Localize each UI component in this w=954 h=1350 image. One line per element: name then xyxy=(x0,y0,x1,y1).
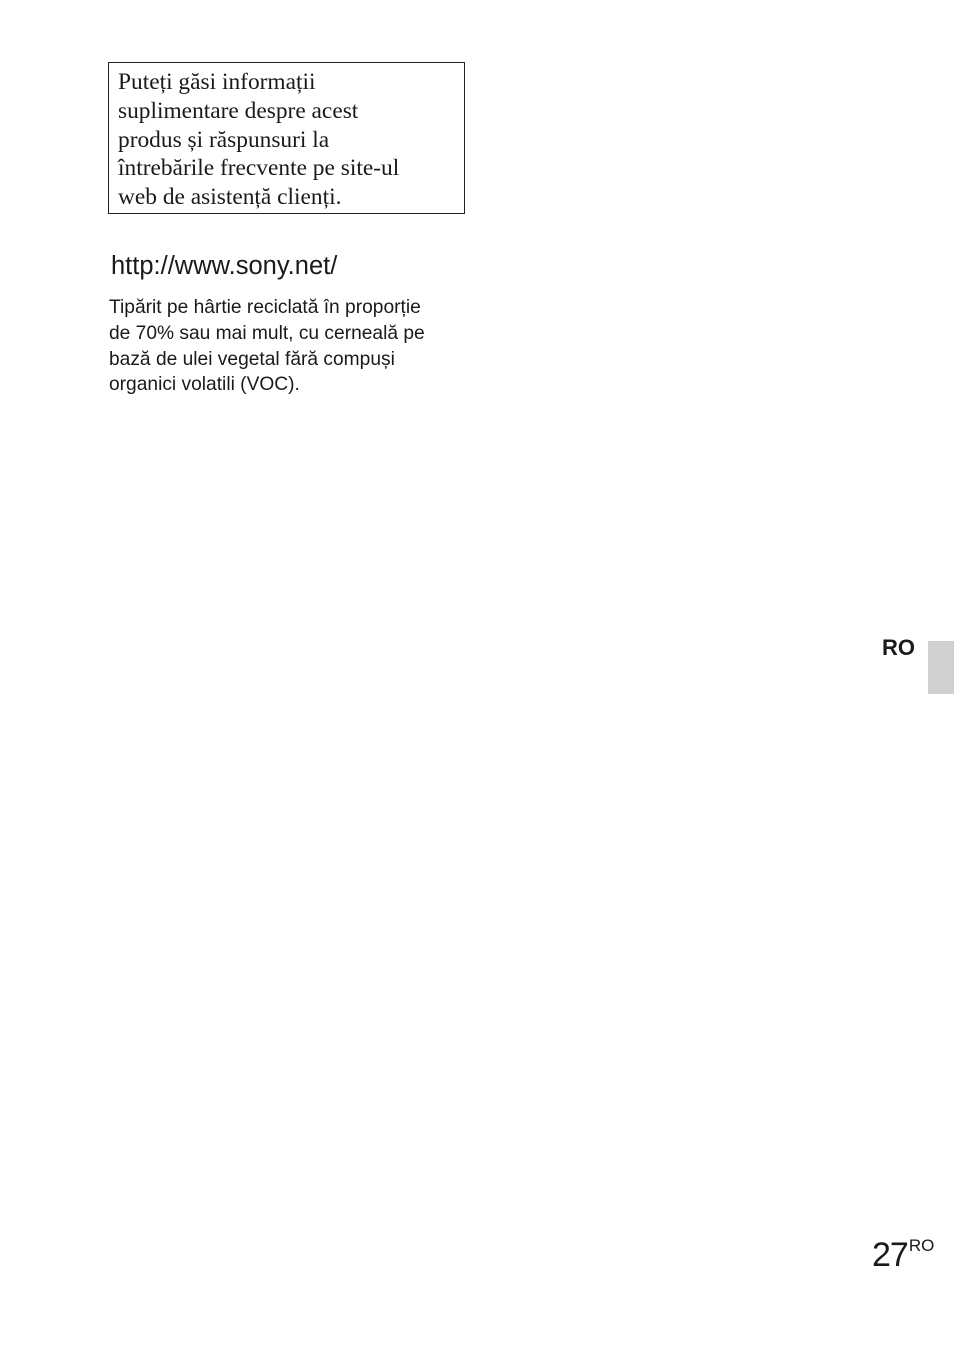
page-number-suffix: RO xyxy=(908,1236,935,1255)
page-number xyxy=(872,1237,934,1272)
info-box-line: întrebările frecvente pe site-ul xyxy=(118,155,400,182)
recycle-note xyxy=(109,295,425,398)
language-label: RO xyxy=(882,635,915,660)
language-tab-marker xyxy=(928,641,954,694)
recycle-note-line: de 70% sau mai mult, cu cerneală pe xyxy=(109,322,425,344)
recycle-note-line: organici volatili (VOC). xyxy=(109,374,300,396)
recycle-note-line: Tipărit pe hârtie reciclată în proporție xyxy=(109,297,421,318)
info-box-line: Puteți găsi informații xyxy=(118,69,316,95)
info-box-line: web de asistență clienți. xyxy=(118,184,342,211)
support-url: http://www.sony.net/ xyxy=(111,252,338,280)
info-box-line: produs și răspunsuri la xyxy=(118,126,330,153)
recycle-note-line: bază de ulei vegetal fără compuși xyxy=(109,348,395,370)
info-box xyxy=(108,62,465,214)
info-box-line: suplimentare despre acest xyxy=(118,97,359,124)
page-number-value: 27 xyxy=(872,1236,908,1274)
